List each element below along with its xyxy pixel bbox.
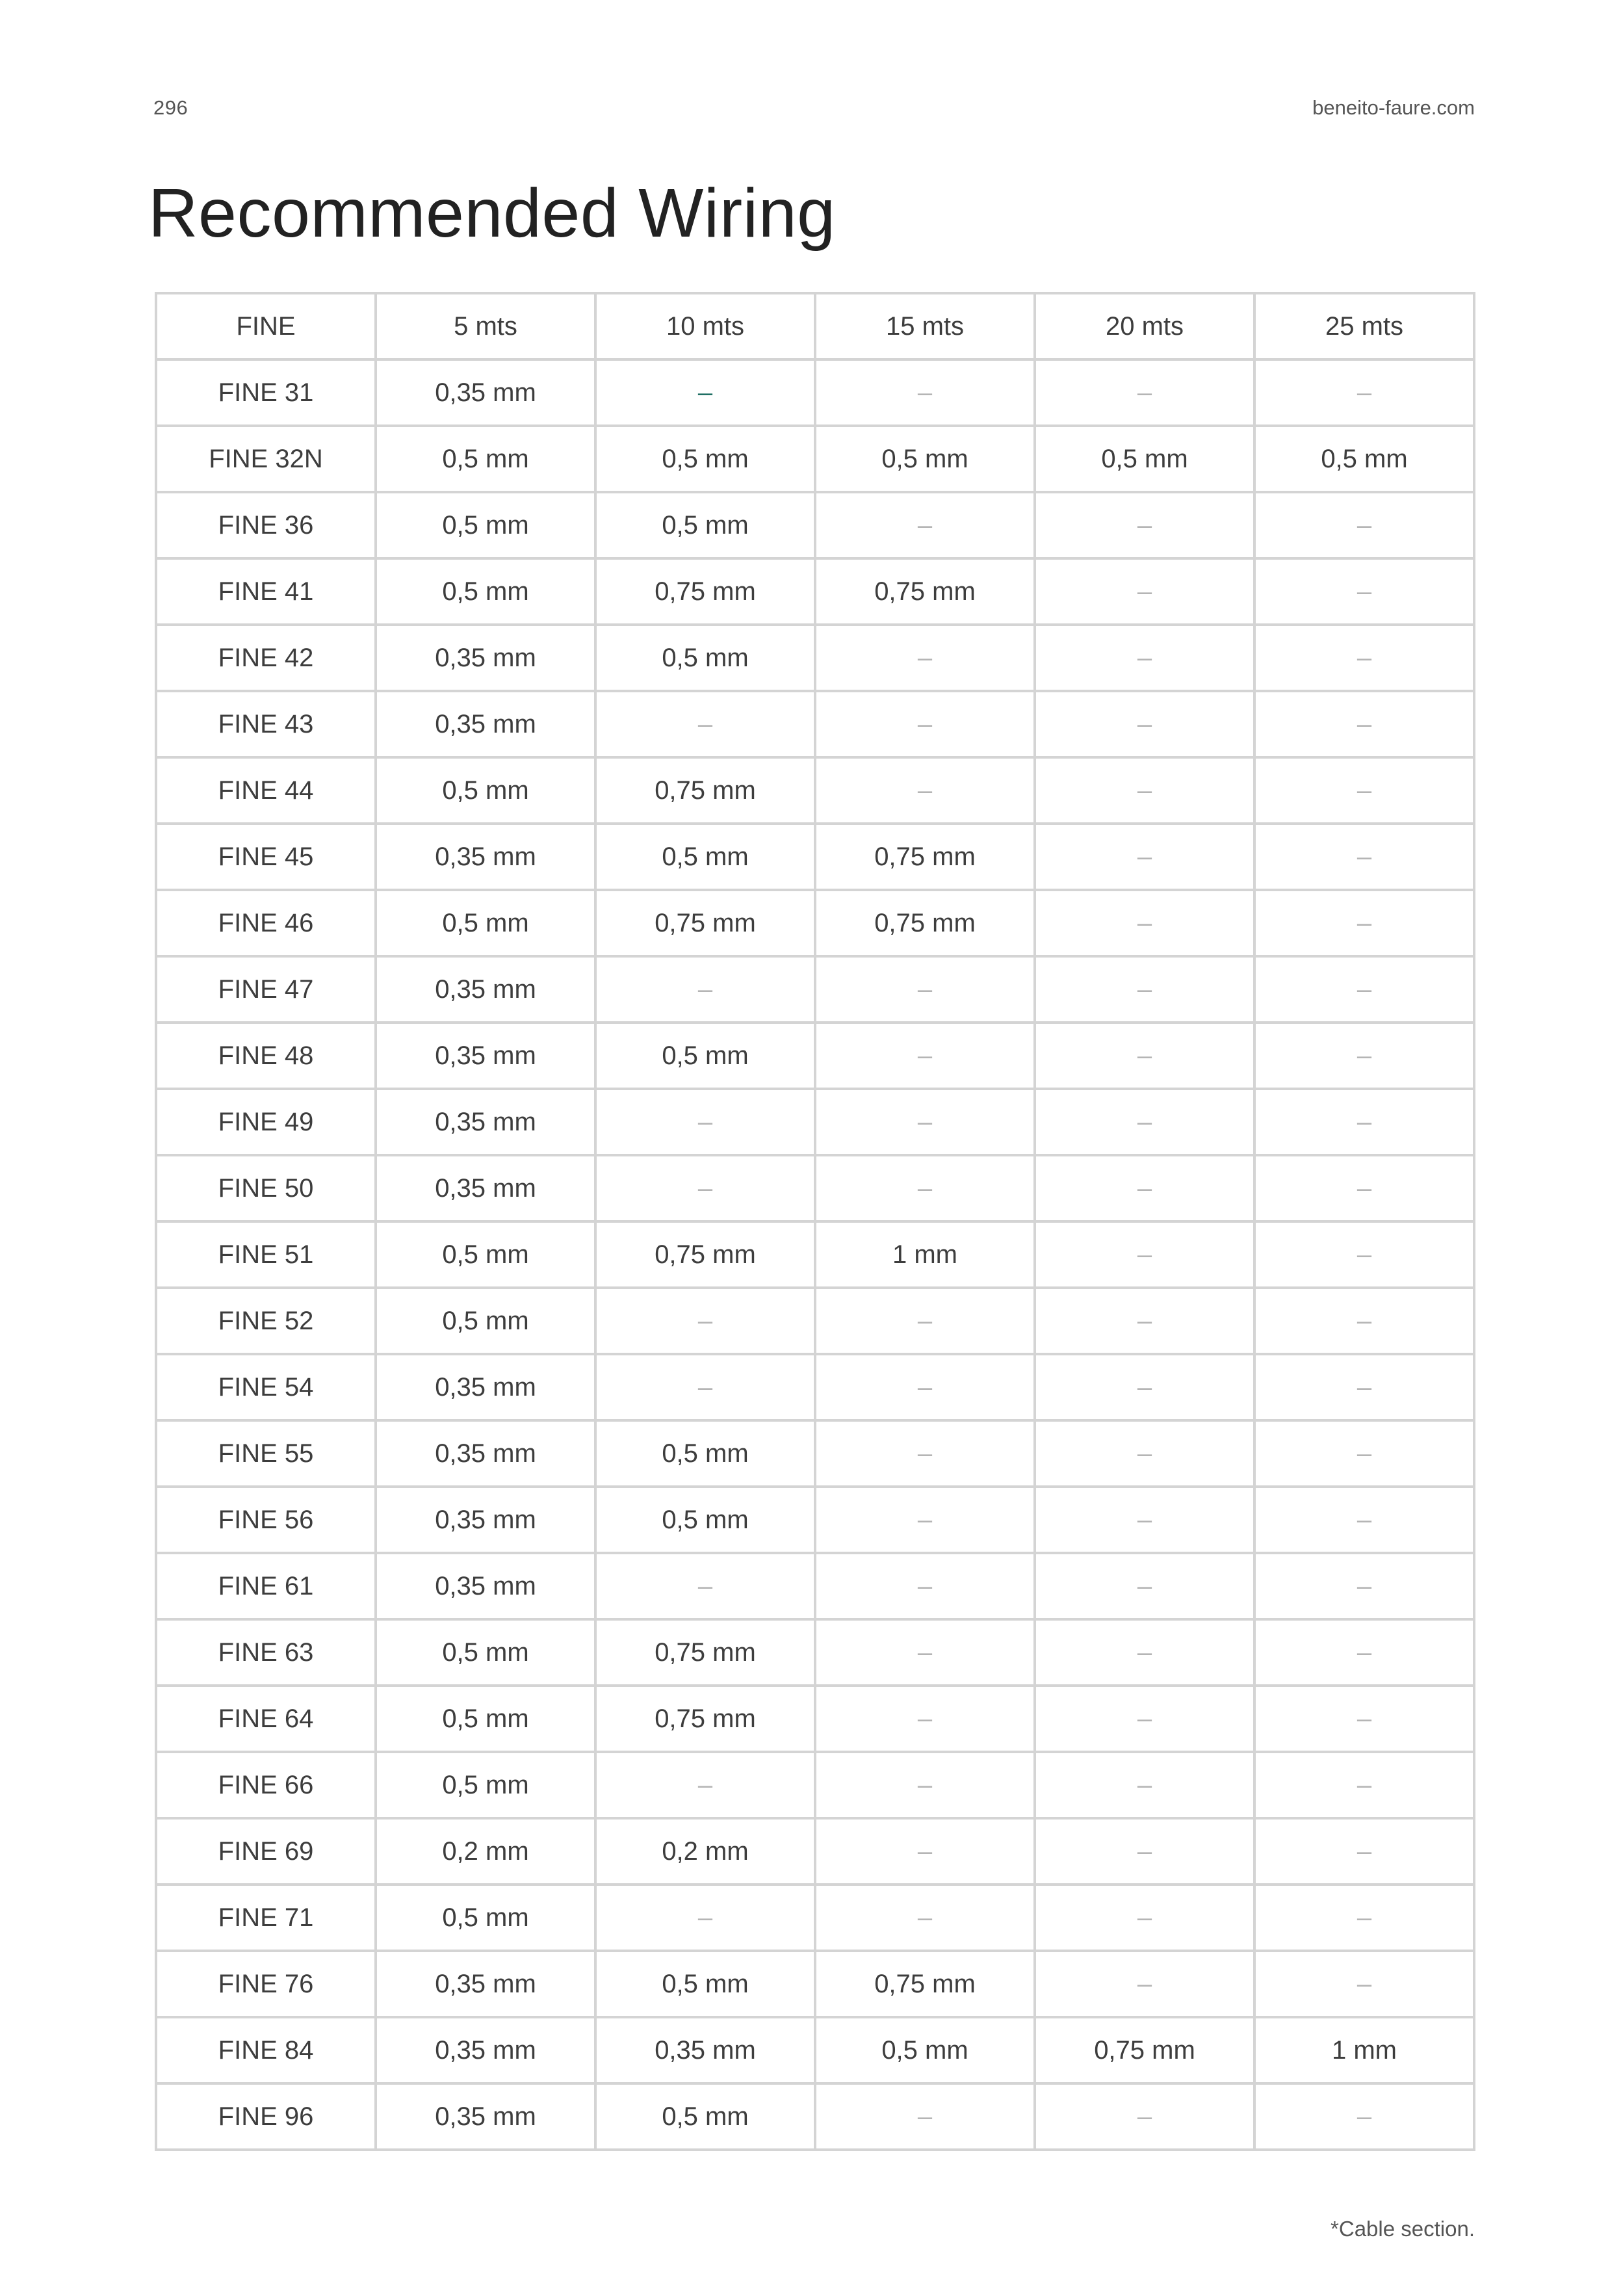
table-header	[156, 293, 1474, 359]
model-cell: FINE 71	[156, 1885, 376, 1951]
cell-5m: 0,5 mm	[376, 757, 595, 824]
cell-10m: 0,75 mm	[595, 1221, 815, 1288]
cell-25m: 0,5 mm	[1254, 426, 1474, 492]
table-row	[156, 1023, 1474, 1089]
model-cell: FINE 76	[156, 1951, 376, 2017]
cell-25m: –	[1254, 890, 1474, 956]
cell-15m: –	[815, 492, 1035, 558]
cell-5m: 0,35 mm	[376, 1089, 595, 1155]
cell-25m: –	[1254, 1155, 1474, 1221]
cell-5m: 0,35 mm	[376, 1354, 595, 1420]
cell-20m: 0,5 mm	[1035, 426, 1254, 492]
table-row	[156, 1619, 1474, 1686]
cell-20m: –	[1035, 1619, 1254, 1686]
table-body	[156, 359, 1474, 2150]
cell-5m: 0,2 mm	[376, 1818, 595, 1885]
cell-10m: 0,35 mm	[595, 2017, 815, 2083]
cell-25m: –	[1254, 1023, 1474, 1089]
cell-25m: –	[1254, 1288, 1474, 1354]
cell-5m: 0,35 mm	[376, 1553, 595, 1619]
cell-20m: –	[1035, 1155, 1254, 1221]
cell-15m: –	[815, 757, 1035, 824]
cell-15m: –	[815, 691, 1035, 757]
cell-15m: –	[815, 1288, 1035, 1354]
cell-20m: –	[1035, 359, 1254, 426]
cell-5m: 0,5 mm	[376, 1288, 595, 1354]
cell-5m: 0,35 mm	[376, 359, 595, 426]
cell-5m: 0,35 mm	[376, 1420, 595, 1487]
model-cell: FINE 66	[156, 1752, 376, 1818]
cell-20m: –	[1035, 1487, 1254, 1553]
cell-20m: –	[1035, 1354, 1254, 1420]
table-row	[156, 1420, 1474, 1487]
cell-5m: 0,35 mm	[376, 1951, 595, 2017]
model-cell: FINE 45	[156, 824, 376, 890]
cell-10m: –	[595, 1752, 815, 1818]
cell-25m: –	[1254, 1553, 1474, 1619]
model-cell: FINE 63	[156, 1619, 376, 1686]
cell-15m: –	[815, 1818, 1035, 1885]
cell-10m: –	[595, 1089, 815, 1155]
model-cell: FINE 51	[156, 1221, 376, 1288]
wiring-table	[155, 292, 1475, 2151]
cell-15m: –	[815, 625, 1035, 691]
cell-5m: 0,35 mm	[376, 1487, 595, 1553]
model-cell: FINE 41	[156, 558, 376, 625]
column-header-20m: 20 mts	[1035, 293, 1254, 359]
cell-10m: 0,75 mm	[595, 1686, 815, 1752]
model-cell: FINE 49	[156, 1089, 376, 1155]
cell-20m: –	[1035, 2083, 1254, 2150]
cell-5m: 0,35 mm	[376, 691, 595, 757]
cell-5m: 0,5 mm	[376, 492, 595, 558]
cell-20m: –	[1035, 757, 1254, 824]
cell-20m: –	[1035, 890, 1254, 956]
table-row	[156, 1221, 1474, 1288]
cell-25m: –	[1254, 1752, 1474, 1818]
model-cell: FINE 69	[156, 1818, 376, 1885]
cell-20m: –	[1035, 1089, 1254, 1155]
model-cell: FINE 56	[156, 1487, 376, 1553]
cell-25m: –	[1254, 691, 1474, 757]
cell-10m: 0,5 mm	[595, 1487, 815, 1553]
cell-25m: –	[1254, 1951, 1474, 2017]
cell-15m: 0,5 mm	[815, 426, 1035, 492]
cell-25m: –	[1254, 492, 1474, 558]
cell-15m: –	[815, 1885, 1035, 1951]
cell-5m: 0,35 mm	[376, 956, 595, 1023]
cell-5m: 0,5 mm	[376, 1221, 595, 1288]
cell-15m: –	[815, 1420, 1035, 1487]
cell-15m: –	[815, 1089, 1035, 1155]
cell-25m: –	[1254, 1885, 1474, 1951]
cell-10m: 0,75 mm	[595, 757, 815, 824]
cell-20m: –	[1035, 956, 1254, 1023]
cell-20m: –	[1035, 1420, 1254, 1487]
table-row	[156, 558, 1474, 625]
cell-25m: –	[1254, 1818, 1474, 1885]
table-row	[156, 492, 1474, 558]
cell-20m: –	[1035, 1885, 1254, 1951]
cell-10m: 0,75 mm	[595, 890, 815, 956]
cell-10m: 0,5 mm	[595, 492, 815, 558]
model-cell: FINE 52	[156, 1288, 376, 1354]
cell-5m: 0,35 mm	[376, 2017, 595, 2083]
cell-10m: 0,5 mm	[595, 625, 815, 691]
cell-25m: –	[1254, 1420, 1474, 1487]
model-cell: FINE 61	[156, 1553, 376, 1619]
table-row	[156, 625, 1474, 691]
cell-10m: –	[595, 956, 815, 1023]
footnote: *Cable section.	[1331, 2217, 1475, 2241]
cell-25m: 1 mm	[1254, 2017, 1474, 2083]
model-cell: FINE 55	[156, 1420, 376, 1487]
cell-10m: 0,5 mm	[595, 1951, 815, 2017]
cell-20m: –	[1035, 1553, 1254, 1619]
cell-5m: 0,5 mm	[376, 426, 595, 492]
table-row	[156, 426, 1474, 492]
cell-10m: 0,5 mm	[595, 426, 815, 492]
cell-15m: –	[815, 1487, 1035, 1553]
table-row	[156, 1686, 1474, 1752]
table-row	[156, 1487, 1474, 1553]
cell-15m: –	[815, 1752, 1035, 1818]
table-row	[156, 2083, 1474, 2150]
model-cell: FINE 54	[156, 1354, 376, 1420]
cell-25m: –	[1254, 1221, 1474, 1288]
model-cell: FINE 31	[156, 359, 376, 426]
cell-15m: 0,75 mm	[815, 824, 1035, 890]
table-row	[156, 824, 1474, 890]
cell-25m: –	[1254, 359, 1474, 426]
model-cell: FINE 84	[156, 2017, 376, 2083]
table-row	[156, 890, 1474, 956]
cell-10m: 0,5 mm	[595, 824, 815, 890]
cell-15m: –	[815, 359, 1035, 426]
cell-15m: 1 mm	[815, 1221, 1035, 1288]
cell-25m: –	[1254, 625, 1474, 691]
table-row	[156, 956, 1474, 1023]
cell-10m: –	[595, 1553, 815, 1619]
cell-20m: –	[1035, 1221, 1254, 1288]
cell-10m: 0,75 mm	[595, 558, 815, 625]
model-cell: FINE 47	[156, 956, 376, 1023]
model-cell: FINE 46	[156, 890, 376, 956]
model-cell: FINE 32N	[156, 426, 376, 492]
cell-25m: –	[1254, 956, 1474, 1023]
model-cell: FINE 42	[156, 625, 376, 691]
cell-20m: –	[1035, 691, 1254, 757]
cell-25m: –	[1254, 2083, 1474, 2150]
column-header-5m: 5 mts	[376, 293, 595, 359]
cell-20m: –	[1035, 625, 1254, 691]
cell-25m: –	[1254, 757, 1474, 824]
cell-20m: –	[1035, 1818, 1254, 1885]
cell-25m: –	[1254, 1089, 1474, 1155]
cell-25m: –	[1254, 1686, 1474, 1752]
table-row	[156, 1885, 1474, 1951]
cell-10m: –	[595, 359, 815, 426]
table-row	[156, 1288, 1474, 1354]
cell-5m: 0,35 mm	[376, 2083, 595, 2150]
cell-15m: 0,75 mm	[815, 1951, 1035, 2017]
model-cell: FINE 64	[156, 1686, 376, 1752]
cell-20m: –	[1035, 1288, 1254, 1354]
cell-5m: 0,5 mm	[376, 558, 595, 625]
model-cell: FINE 48	[156, 1023, 376, 1089]
site-url: beneito-faure.com	[1312, 96, 1475, 119]
cell-25m: –	[1254, 824, 1474, 890]
cell-5m: 0,35 mm	[376, 824, 595, 890]
model-cell: FINE 43	[156, 691, 376, 757]
cell-10m: 0,2 mm	[595, 1818, 815, 1885]
cell-15m: –	[815, 1553, 1035, 1619]
cell-10m: 0,75 mm	[595, 1619, 815, 1686]
cell-10m: 0,5 mm	[595, 1420, 815, 1487]
cell-15m: 0,75 mm	[815, 558, 1035, 625]
cell-25m: –	[1254, 1487, 1474, 1553]
cell-20m: –	[1035, 1686, 1254, 1752]
model-cell: FINE 36	[156, 492, 376, 558]
cell-15m: –	[815, 1619, 1035, 1686]
page-number: 296	[153, 96, 188, 119]
table-row	[156, 359, 1474, 426]
cell-10m: 0,5 mm	[595, 1023, 815, 1089]
cell-5m: 0,5 mm	[376, 890, 595, 956]
table-row	[156, 1089, 1474, 1155]
cell-25m: –	[1254, 1619, 1474, 1686]
cell-20m: –	[1035, 1023, 1254, 1089]
cell-10m: 0,5 mm	[595, 2083, 815, 2150]
cell-10m: –	[595, 1354, 815, 1420]
table-row	[156, 1155, 1474, 1221]
cell-25m: –	[1254, 1354, 1474, 1420]
cell-15m: –	[815, 2083, 1035, 2150]
table-row	[156, 691, 1474, 757]
cell-5m: 0,5 mm	[376, 1619, 595, 1686]
model-cell: FINE 44	[156, 757, 376, 824]
cell-15m: 0,5 mm	[815, 2017, 1035, 2083]
table-row	[156, 1752, 1474, 1818]
cell-15m: –	[815, 1155, 1035, 1221]
cell-15m: 0,75 mm	[815, 890, 1035, 956]
cell-10m: –	[595, 1155, 815, 1221]
cell-20m: –	[1035, 558, 1254, 625]
cell-20m: –	[1035, 1951, 1254, 2017]
table-row	[156, 1354, 1474, 1420]
cell-5m: 0,5 mm	[376, 1885, 595, 1951]
table-row	[156, 1818, 1474, 1885]
cell-20m: –	[1035, 1752, 1254, 1818]
column-header-model: FINE	[156, 293, 376, 359]
cell-10m: –	[595, 1885, 815, 1951]
cell-15m: –	[815, 956, 1035, 1023]
cell-10m: –	[595, 1288, 815, 1354]
cell-10m: –	[595, 691, 815, 757]
model-cell: FINE 50	[156, 1155, 376, 1221]
cell-5m: 0,5 mm	[376, 1686, 595, 1752]
cell-5m: 0,35 mm	[376, 1023, 595, 1089]
model-cell: FINE 96	[156, 2083, 376, 2150]
cell-20m: 0,75 mm	[1035, 2017, 1254, 2083]
cell-5m: 0,35 mm	[376, 1155, 595, 1221]
column-header-15m: 15 mts	[815, 293, 1035, 359]
cell-5m: 0,5 mm	[376, 1752, 595, 1818]
column-header-25m: 25 mts	[1254, 293, 1474, 359]
cell-5m: 0,35 mm	[376, 625, 595, 691]
table-row	[156, 1951, 1474, 2017]
cell-15m: –	[815, 1686, 1035, 1752]
cell-20m: –	[1035, 492, 1254, 558]
header-row	[156, 293, 1474, 359]
table-row	[156, 757, 1474, 824]
column-header-10m: 10 mts	[595, 293, 815, 359]
table-row	[156, 1553, 1474, 1619]
table-row	[156, 2017, 1474, 2083]
cell-15m: –	[815, 1023, 1035, 1089]
page-title: Recommended Wiring	[148, 175, 836, 252]
cell-25m: –	[1254, 558, 1474, 625]
cell-15m: –	[815, 1354, 1035, 1420]
cell-20m: –	[1035, 824, 1254, 890]
